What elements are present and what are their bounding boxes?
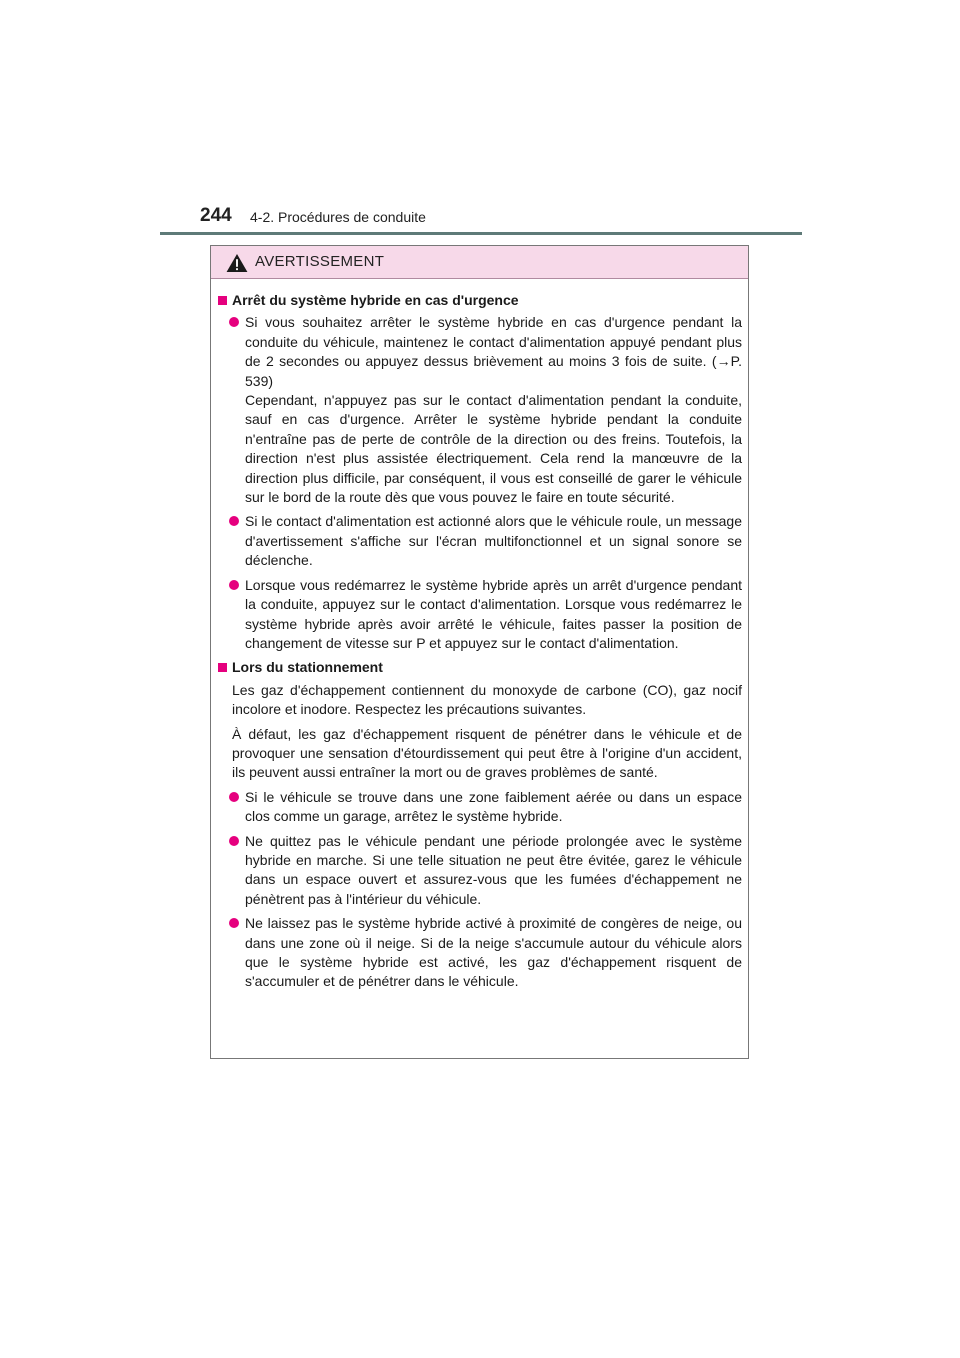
list-item-text <box>245 914 742 992</box>
warning-header <box>211 246 748 279</box>
section-heading-text: Arrêt du système hybride en cas d'urgence <box>232 292 519 308</box>
circle-bullet-icon <box>229 516 239 526</box>
warning-box <box>210 245 749 1059</box>
warning-triangle-icon <box>226 254 248 272</box>
list-item-line: Lorsque vous redémarrez le système hybride après un arrêt d'urgence pendant la conduite, appuyez sur le contact d'alimentation. Lorsque vous redémarrez le système hybride après avoir arrêté le véhicule, faites passer la position de changement de vitesse sur P et appuyez sur le contact d'alimentation. <box>245 576 742 651</box>
list-item-text <box>245 576 742 654</box>
circle-bullet-icon <box>229 317 239 327</box>
circle-bullet-icon <box>229 792 239 802</box>
list-item-line: Si le véhicule se trouve dans une zone faiblement aérée ou dans un espace clos comme un garage, arrêtez le système hybride. <box>245 788 742 825</box>
paragraph: À défaut, les gaz d'échappement risquent de pénétrer dans le véhicule et de provoquer une sensation d'étourdissement qui peut être à l'origine d'un accident, ils peuvent aussi entraîner la mort ou de graves problèmes de santé. <box>232 725 742 781</box>
square-bullet-icon <box>218 296 227 305</box>
section-heading-text: Lors du stationnement <box>232 659 383 676</box>
list-item <box>229 576 742 654</box>
list-item-text <box>245 512 742 570</box>
section-heading <box>216 291 742 310</box>
list-item <box>229 512 742 570</box>
list-item-text <box>245 832 742 910</box>
list-item <box>229 313 742 507</box>
paragraph: Les gaz d'échappement contiennent du monoxyde de carbone (CO), gaz nocif incolore et inodore. Respectez les précautions suivantes. <box>232 681 742 718</box>
list-item-line: Ne laissez pas le système hybride activé à proximité de congères de neige, ou dans une zone où il neige. Si de la neige s'accumule autour du véhicule alors que le système hybride est activé, les gaz d'échappement risquent de s'accumuler et de pénétrer dans le véhicule. <box>245 915 742 990</box>
list-item-line: Si le contact d'alimentation est actionné alors que le véhicule roule, un message d'avertissement s'affiche sur l'écran multifonctionnel et un signal sonore se déclenche. <box>245 513 742 569</box>
section-title: 4-2. Procédures de conduite <box>250 209 426 225</box>
warning-body <box>211 279 748 992</box>
list-item-text <box>245 313 742 507</box>
list-item-text <box>245 788 742 827</box>
list-item <box>229 788 742 827</box>
section-heading <box>216 658 742 677</box>
warning-title: AVERTISSEMENT <box>255 253 385 270</box>
circle-bullet-icon <box>229 580 239 590</box>
header-rule <box>160 232 802 235</box>
list-item <box>229 832 742 910</box>
list-item-line: Cependant, n'appuyez pas sur le contact d'alimentation pendant la conduite, sauf en cas d'urgence. Arrêter le système hybride pendant la conduite n'entraîne pas de perte de contrôle de la direction ou des freins. Toutefois, la direction n'est plus assistée électriquement. Cela rend la manœuvre de la direction plus difficile, par conséquent, il vous est conseillé de garer le véhicule sur le bord de la route dès que vous pouvez le faire en toute sécurité. <box>245 392 742 506</box>
page-number: 244 <box>200 205 232 226</box>
list-item-line: Ne quittez pas le véhicule pendant une période prolongée avec le système hybride en marche. Si une telle situation ne peut être évitée, garez le véhicule dans un espace ouvert et assurez-vous que les fumées d'échappement ne pénètrent pas à l'intérieur du véhicule. <box>245 832 742 907</box>
list-item <box>229 914 742 992</box>
list-item-line: Si vous souhaitez arrêter le système hybride en cas d'urgence pendant la conduite du véhicule, maintenez le contact d'alimentation appuyé pendant plus de 2 secondes ou appuyez dessus brièvement au moins 3 fois de suite. (→P. 539) <box>245 314 742 389</box>
square-bullet-icon <box>218 663 227 672</box>
circle-bullet-icon <box>229 918 239 928</box>
circle-bullet-icon <box>229 836 239 846</box>
